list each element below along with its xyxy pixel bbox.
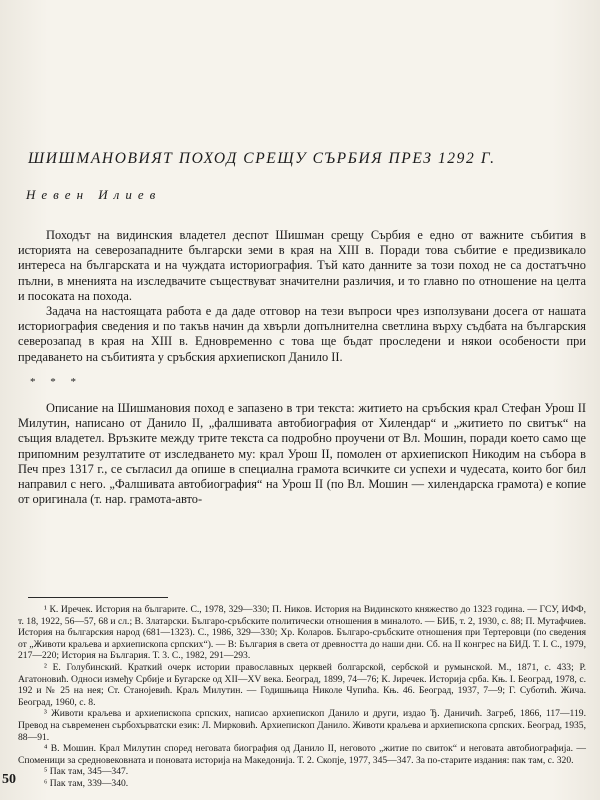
section-separator: * * * (30, 375, 82, 388)
paragraph-2: Задача на настоящата работа е да даде отговор на тези въпроси чрез използувани досега от нашата историография сведения и по такъв начин да хвърли допълнителна светлина върху съдбата на българския северозапад в края на XIII в. Едновременно с това ще бъдат проследени и някои особености при предаването на събитията у сръбския архиепископ Данило II. (18, 304, 586, 364)
author-name: Невен Илиев (26, 187, 162, 202)
footnote-2: ² Е. Голубинский. Краткий очерк истории православных церквей болгарской, сербской и румынской. М., 1871, с. 433; Р. Агатоновић. Односи између Србије и Бугарске од XII—XV века. Београд, 1899, 74—76; К. Јиречек. Историја срба. Књ. I. Београд, 1978, с. 192 и № 25 на нея; Ст. Станојевић. Краљ Милутин. — Годишњица Николе Чупића. Књ. 46. Београд, 1937, 7—9; Г. Суботић. Жича. Београд, 1960, с. 8. (18, 661, 586, 708)
paragraph-3: Описание на Шишмановия поход е запазено в три текста: житието на сръбския крал Стефан Урош II Милутин, написано от Данило II, „фалшивата автобиография от Хилендар“ и „житието по свитък“ на същия владетел. Връзките между трите текста са подробно проучени от Вл. Мошин, поради което само ще припомним резултатите от изследването му: крал Урош II, помолен от архиепископ Никодим на събора в Печ през 1317 г., се съгласил да опише в специална грамота всичките си успехи и чудесата, които бог бил направил с него. „Фалшивата автобиография“ на Урош II (по Вл. Мошин — хилендарска грамота) е копие от оригинала (т. нар. грамота-авто- (18, 401, 586, 507)
footnote-6: ⁶ Пак там, 339—340. (44, 777, 129, 789)
footnote-4: ⁴ В. Мошин. Крал Милутин според неговата биография од Данило II, неговото „житие по свиток“ и неговата автобиографија. — Споменици за средновековната и поновата историја на Македонија. Т. 2. Скопје, 1977, 345—347. За по-старите издания: пак там, с. 320. (18, 743, 586, 766)
main-text (18, 228, 586, 507)
paragraph-1: Походът на видинския владетел деспот Шишман срещу Сърбия е едно от важните събития в историята на северозападните български земи в края на XIII в. Поради това събитие е предизвикало интереса на българската и на чуждата историография. Тъй като данните за този поход не са достатъчно пълни, в мненията на изследвачите съществуват значителни различия, и то главно по отношение на целта и посоката на похода. (18, 228, 586, 303)
footnote-divider (28, 597, 168, 598)
footnote-5: ⁵ Пак там, 345—347. (44, 766, 129, 778)
footnote-1: ¹ К. Иречек. История на българите. С., 1978, 329—330; П. Ников. История на Видинското княжество до 1323 година. — ГСУ, ИФФ, т. 18, 1922, 56—57, 68 и сл.; В. Златарски. Българо-сръбските политически отношения в миналото. — БИБ, т. 2, 1930, с. 88; П. Мутафчиев. История на българския народ (681—1323). С., 1986, 329—330; Хр. Коларов. Българо-сръбските отношения при Тертеровци (по сведения от „Животи краљева и архиепископа српских“). — В: България в света от древността до наши дни. Сб. на II конгрес на БИД. Т. I. С., 1979, 217—220; История на България. Т. 3. С., 1982, 291—293. (18, 604, 586, 662)
article-title: ШИШМАНОВИЯТ ПОХОД СРЕЩУ СЪРБИЯ ПРЕЗ 1292 Г. (28, 150, 496, 167)
page-number: 50 (2, 772, 16, 787)
footnote-3: ³ Животи краљева и архиепископа српских, написао архиепископ Данило и други, издао Ђ. Даничић. Загреб, 1866, 117—119. Превод на съвременен сърбохърватски език: Л. Мирковић. Архиепископ Данило. Животи краљева и архиепископа српских. Београд, 1935, 88—91. (18, 708, 586, 743)
footnotes (18, 604, 586, 790)
